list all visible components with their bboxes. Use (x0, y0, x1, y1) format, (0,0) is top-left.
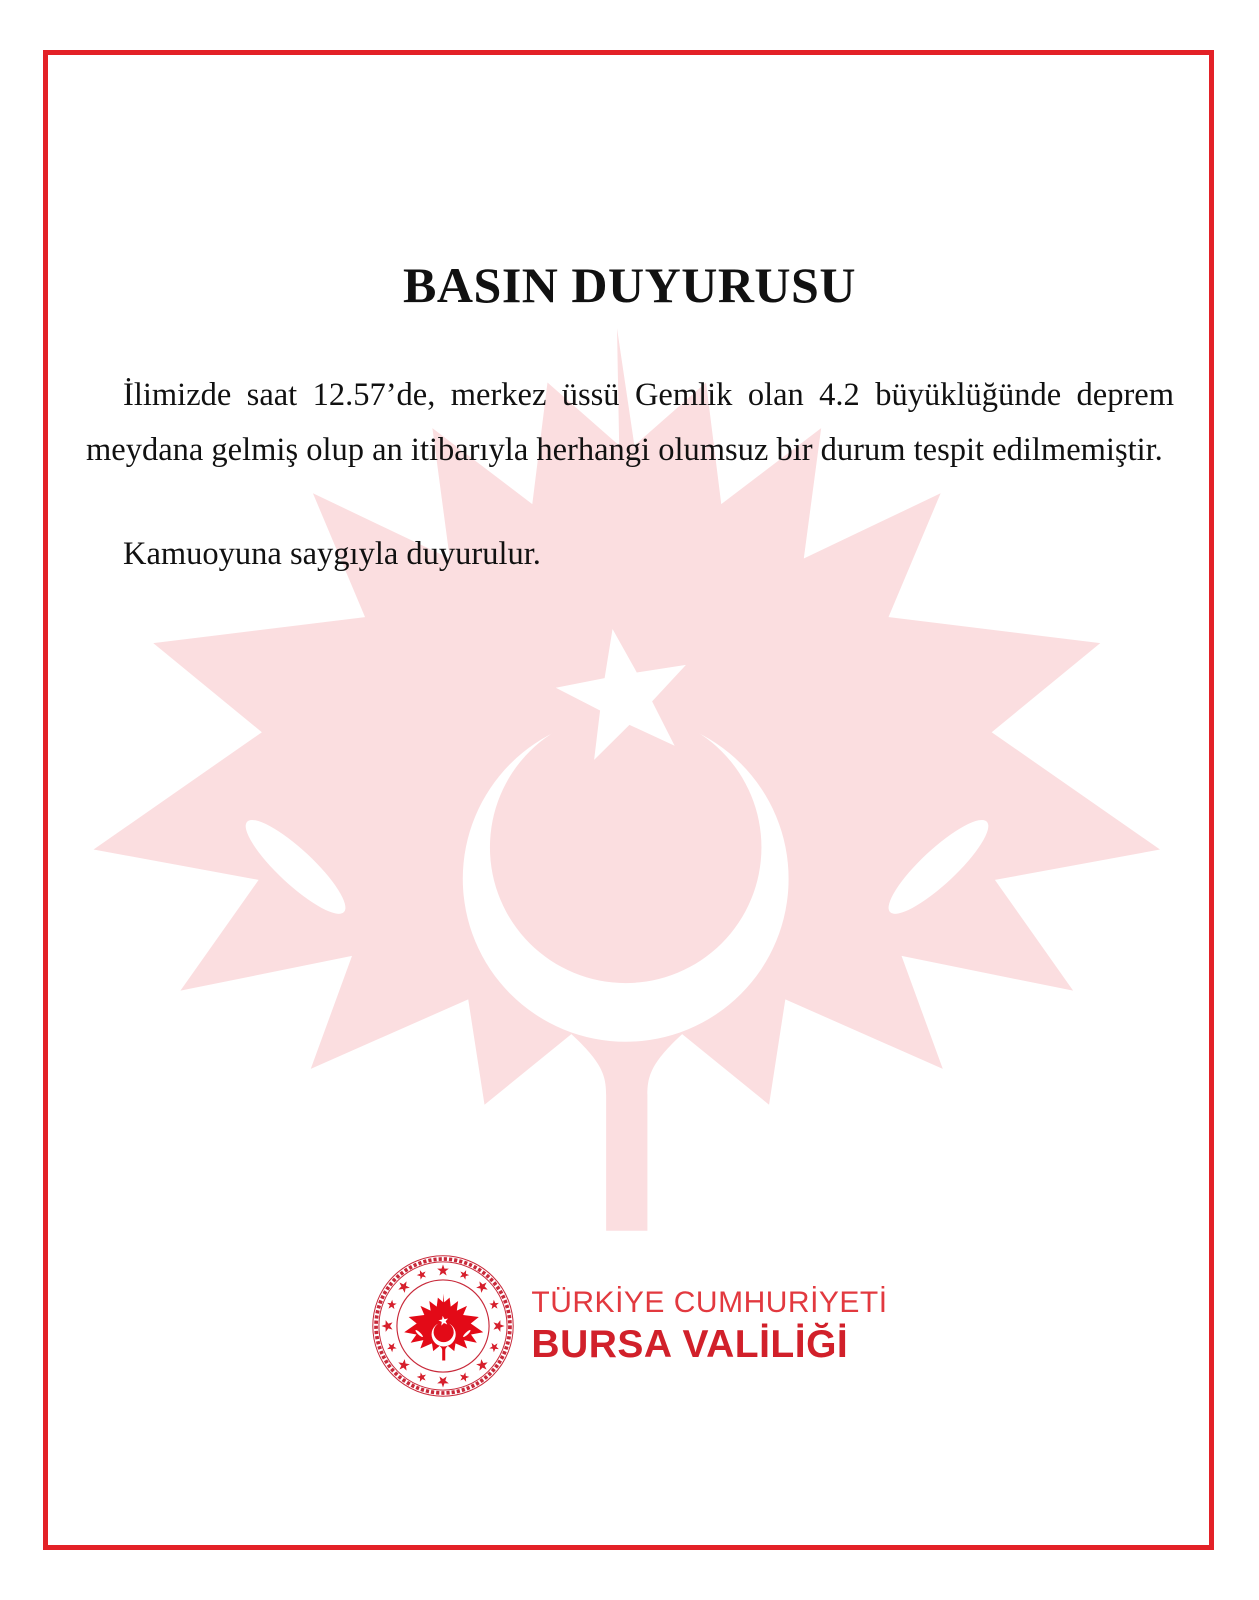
closing-paragraph: Kamuoyuna saygıyla duyurulur. (123, 536, 541, 572)
press-title: BASIN DUYURUSU (403, 257, 856, 313)
government-emblem-icon (371, 1254, 515, 1398)
institution-name-line2: BURSA VALİLİĞİ (531, 1322, 849, 1366)
body-paragraph: İlimizde saat 12.57’de, merkez üssü Gemlik olan 4.2 büyüklüğünde deprem meydana gelmiş olup an itibarıyla herhangi olumsuz bir durum tespit edilmemiştir. (86, 377, 1174, 468)
institution-name-line1: TÜRKİYE CUMHURİYETİ (531, 1285, 888, 1319)
footer-logo (0, 1254, 1259, 1398)
institution-name (531, 1286, 887, 1367)
document-body (86, 368, 1174, 582)
